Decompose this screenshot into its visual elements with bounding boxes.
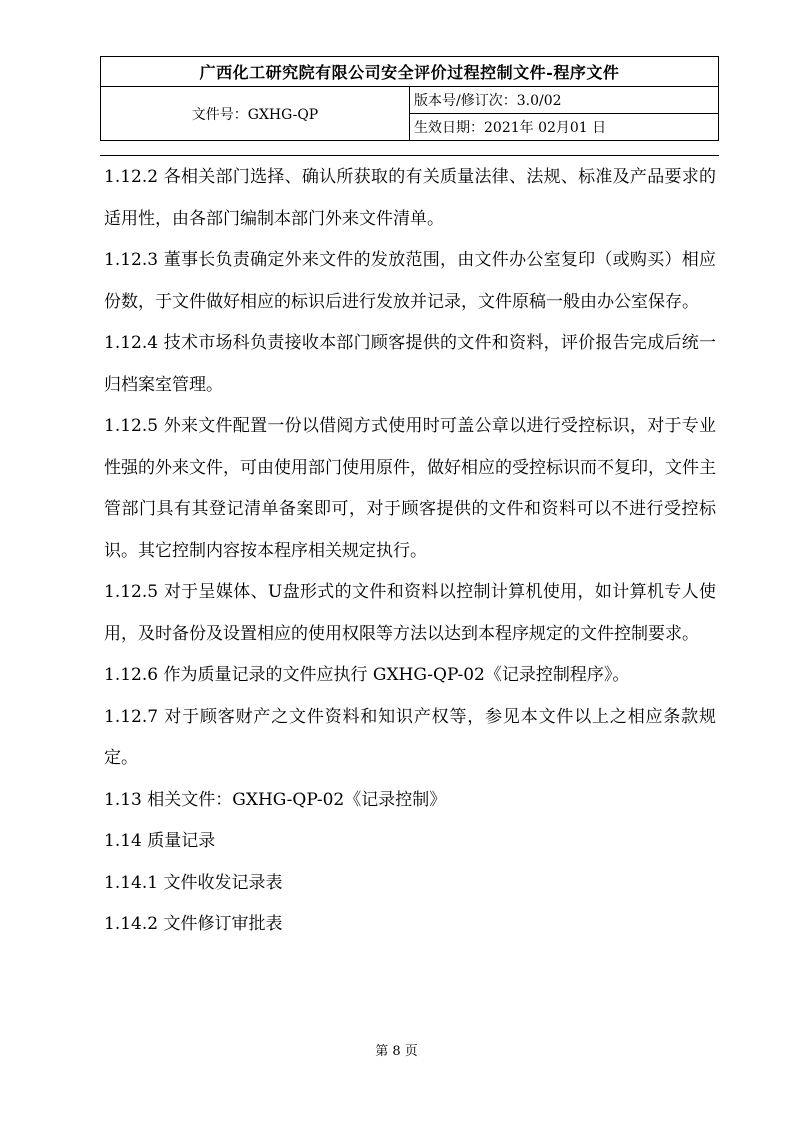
document-number: 文件号：GXHG-QP [101, 87, 410, 141]
paragraph-1-12-6: 1.12.6 作为质量记录的文件应执行 GXHG-QP-02《记录控制程序》。 [104, 665, 630, 685]
page-number: 第 8 页 [375, 1044, 418, 1059]
section-1-13-related-docs: 1.13 相关文件：GXHG-QP-02《记录控制》 [104, 789, 447, 810]
paragraph-1-12-2: 1.12.2 各相关部门选择、确认所获取的有关质量法律、法规、标准及产品要求的适用性，由各部门编制本部门外来文件清单。 [104, 167, 716, 229]
paragraph-1-12-5b: 1.12.5 对于呈媒体、U盘形式的文件和资料以控制计算机使用，如计算机专人使用，及时备份及设置相应的使用权限等方法以达到本程序规定的文件控制要求。 [104, 582, 716, 644]
version-number: 版本号/修订次：3.0/02 [410, 87, 719, 114]
record-item-1-14-2: 1.14.2 文件修订审批表 [104, 914, 283, 934]
paragraph-1-12-4: 1.12.4 技术市场科负责接收本部门顾客提供的文件和资料，评价报告完成后统一归档案室管理。 [104, 333, 716, 395]
paragraph-1-12-7: 1.12.7 对于顾客财产之文件资料和知识产权等，参见本文件以上之相应条款规定。 [104, 706, 716, 768]
document-header-table [100, 56, 719, 141]
header-divider [100, 155, 719, 156]
section-1-14-quality-records: 1.14 质量记录 [104, 831, 216, 851]
effective-date: 生效日期：2021年 02月01 日 [410, 114, 719, 141]
document-title: 广西化工研究院有限公司安全评价过程控制文件-程序文件 [101, 57, 719, 87]
paragraph-1-12-3: 1.12.3 董事长负责确定外来文件的发放范围，由文件办公室复印（或购买）相应份数，于文件做好相应的标识后进行发放并记录，文件原稿一般由办公室保存。 [104, 250, 716, 312]
record-item-1-14-1: 1.14.1 文件收发记录表 [104, 872, 283, 893]
document-body [104, 157, 716, 946]
paragraph-1-12-5a: 1.12.5 外来文件配置一份以借阅方式使用时可盖公章以进行受控标识，对于专业性强的外来文件，可由使用部门使用原件，做好相应的受控标识而不复印，文件主管部门具有其登记清单备案即可，对于顾客提供的文件和资料可以不进行受控标识。其它控制内容按本程序相关规定执行。 [104, 416, 716, 561]
